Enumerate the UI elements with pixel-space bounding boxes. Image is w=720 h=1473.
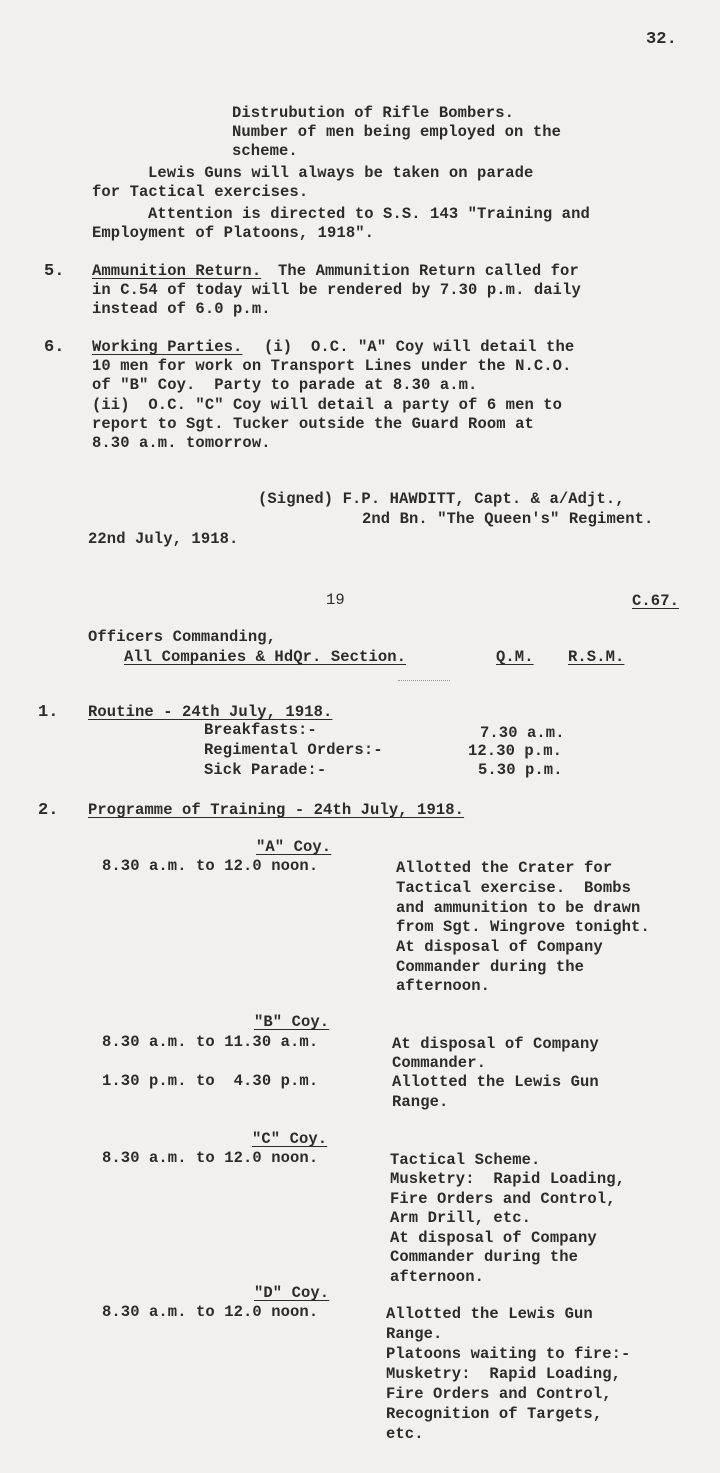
- addressee-rsm: R.S.M.: [568, 648, 625, 666]
- text-line: Number of men being employed on the: [232, 123, 562, 141]
- text-line: Attention is directed to S.S. 143 "Training and: [148, 205, 590, 223]
- routine-time: 5.30 p.m.: [478, 761, 563, 779]
- training-desc: Range.: [392, 1093, 449, 1111]
- training-desc: from Sgt. Wingrove tonight.: [396, 918, 650, 936]
- training-desc: At disposal of Company: [390, 1229, 597, 1247]
- item-number: 6.: [44, 338, 65, 357]
- section-heading: Programme of Training - 24th July, 1918.: [88, 801, 465, 819]
- training-desc: Arm Drill, etc.: [390, 1209, 532, 1227]
- routine-time: 7.30 a.m.: [480, 724, 565, 742]
- text-line: Lewis Guns will always be taken on parade: [148, 164, 534, 182]
- training-time: 8.30 a.m. to 12.0 noon.: [102, 857, 319, 875]
- training-desc: At disposal of Company: [396, 938, 603, 956]
- training-desc: Commander during the: [396, 958, 585, 976]
- training-desc: Fire Orders and Control,: [386, 1385, 612, 1403]
- routine-label: Breakfasts:-: [204, 721, 317, 739]
- divider: [398, 680, 450, 681]
- training-desc: and ammunition to be drawn: [396, 899, 641, 917]
- text-line: of "B" Coy. Party to parade at 8.30 a.m.: [92, 376, 478, 394]
- folio-number: 19: [326, 591, 345, 609]
- training-desc: Allotted the Crater for: [396, 859, 613, 877]
- item-heading: Ammunition Return.: [92, 262, 262, 280]
- signature-line: (Signed) F.P. HAWDITT, Capt. & a/Adjt.,: [258, 490, 625, 508]
- section-heading: Routine - 24th July, 1918.: [88, 703, 333, 721]
- routine-time: 12.30 p.m.: [468, 742, 563, 760]
- text-line: The Ammunition Return called for: [278, 262, 579, 280]
- text-line: in C.54 of today will be rendered by 7.30 p.m. daily: [92, 281, 581, 299]
- training-desc: Range.: [386, 1325, 443, 1343]
- text-line: 10 men for work on Transport Lines under the N.C.O.: [92, 357, 572, 375]
- company-title: "B" Coy.: [254, 1013, 330, 1031]
- text-line: Distrubution of Rifle Bombers.: [232, 104, 515, 122]
- training-desc: Tactical Scheme.: [390, 1151, 541, 1169]
- text-line: report to Sgt. Tucker outside the Guard Room at: [92, 415, 534, 433]
- addressee-qm: Q.M.: [496, 648, 534, 666]
- training-desc: Recognition of Targets,: [386, 1405, 603, 1423]
- addressee: Officers Commanding,: [88, 628, 277, 646]
- training-desc: etc.: [386, 1425, 424, 1443]
- text-line: scheme.: [232, 142, 298, 160]
- routine-label: Sick Parade:-: [204, 761, 327, 779]
- routine-label: Regimental Orders:-: [204, 741, 383, 759]
- training-desc: Allotted the Lewis Gun: [386, 1305, 593, 1323]
- item-number: 1.: [38, 703, 59, 722]
- addressee-line: All Companies & HdQr. Section.: [124, 648, 407, 666]
- training-desc: Allotted the Lewis Gun: [392, 1073, 599, 1091]
- item-number: 5.: [44, 262, 65, 281]
- training-desc: Fire Orders and Control,: [390, 1190, 616, 1208]
- company-title: "C" Coy.: [252, 1130, 328, 1148]
- training-desc: Platoons waiting to fire:-: [386, 1345, 631, 1363]
- training-time: 1.30 p.m. to 4.30 p.m.: [102, 1072, 319, 1090]
- text-line: (i) O.C. "A" Coy will detail the: [264, 338, 575, 356]
- training-time: 8.30 a.m. to 11.30 a.m.: [102, 1033, 319, 1051]
- signature-unit: 2nd Bn. "The Queen's" Regiment.: [362, 510, 654, 528]
- training-desc: Musketry: Rapid Loading,: [386, 1365, 622, 1383]
- text-line: Employment of Platoons, 1918".: [92, 224, 375, 242]
- training-desc: Tactical exercise. Bombs: [396, 879, 632, 897]
- training-desc: Commander during the: [390, 1248, 579, 1266]
- training-time: 8.30 a.m. to 12.0 noon.: [102, 1149, 319, 1167]
- training-desc: afternoon.: [396, 977, 491, 995]
- text-line: instead of 6.0 p.m.: [92, 300, 271, 318]
- signature-date: 22nd July, 1918.: [88, 530, 239, 548]
- training-desc: Commander.: [392, 1054, 487, 1072]
- text-line: 8.30 a.m. tomorrow.: [92, 434, 271, 452]
- training-time: 8.30 a.m. to 12.0 noon.: [102, 1303, 319, 1321]
- text-line: for Tactical exercises.: [92, 183, 309, 201]
- text-line: (ii) O.C. "C" Coy will detail a party of 6 men to: [92, 396, 563, 414]
- company-title: "D" Coy.: [254, 1284, 330, 1302]
- item-heading: Working Parties.: [92, 338, 243, 356]
- page-number: 32.: [646, 30, 677, 49]
- item-number: 2.: [38, 801, 59, 820]
- training-desc: At disposal of Company: [392, 1035, 599, 1053]
- training-desc: Musketry: Rapid Loading,: [390, 1170, 626, 1188]
- order-reference: C.67.: [632, 592, 680, 610]
- company-title: "A" Coy.: [256, 838, 332, 856]
- training-desc: afternoon.: [390, 1268, 485, 1286]
